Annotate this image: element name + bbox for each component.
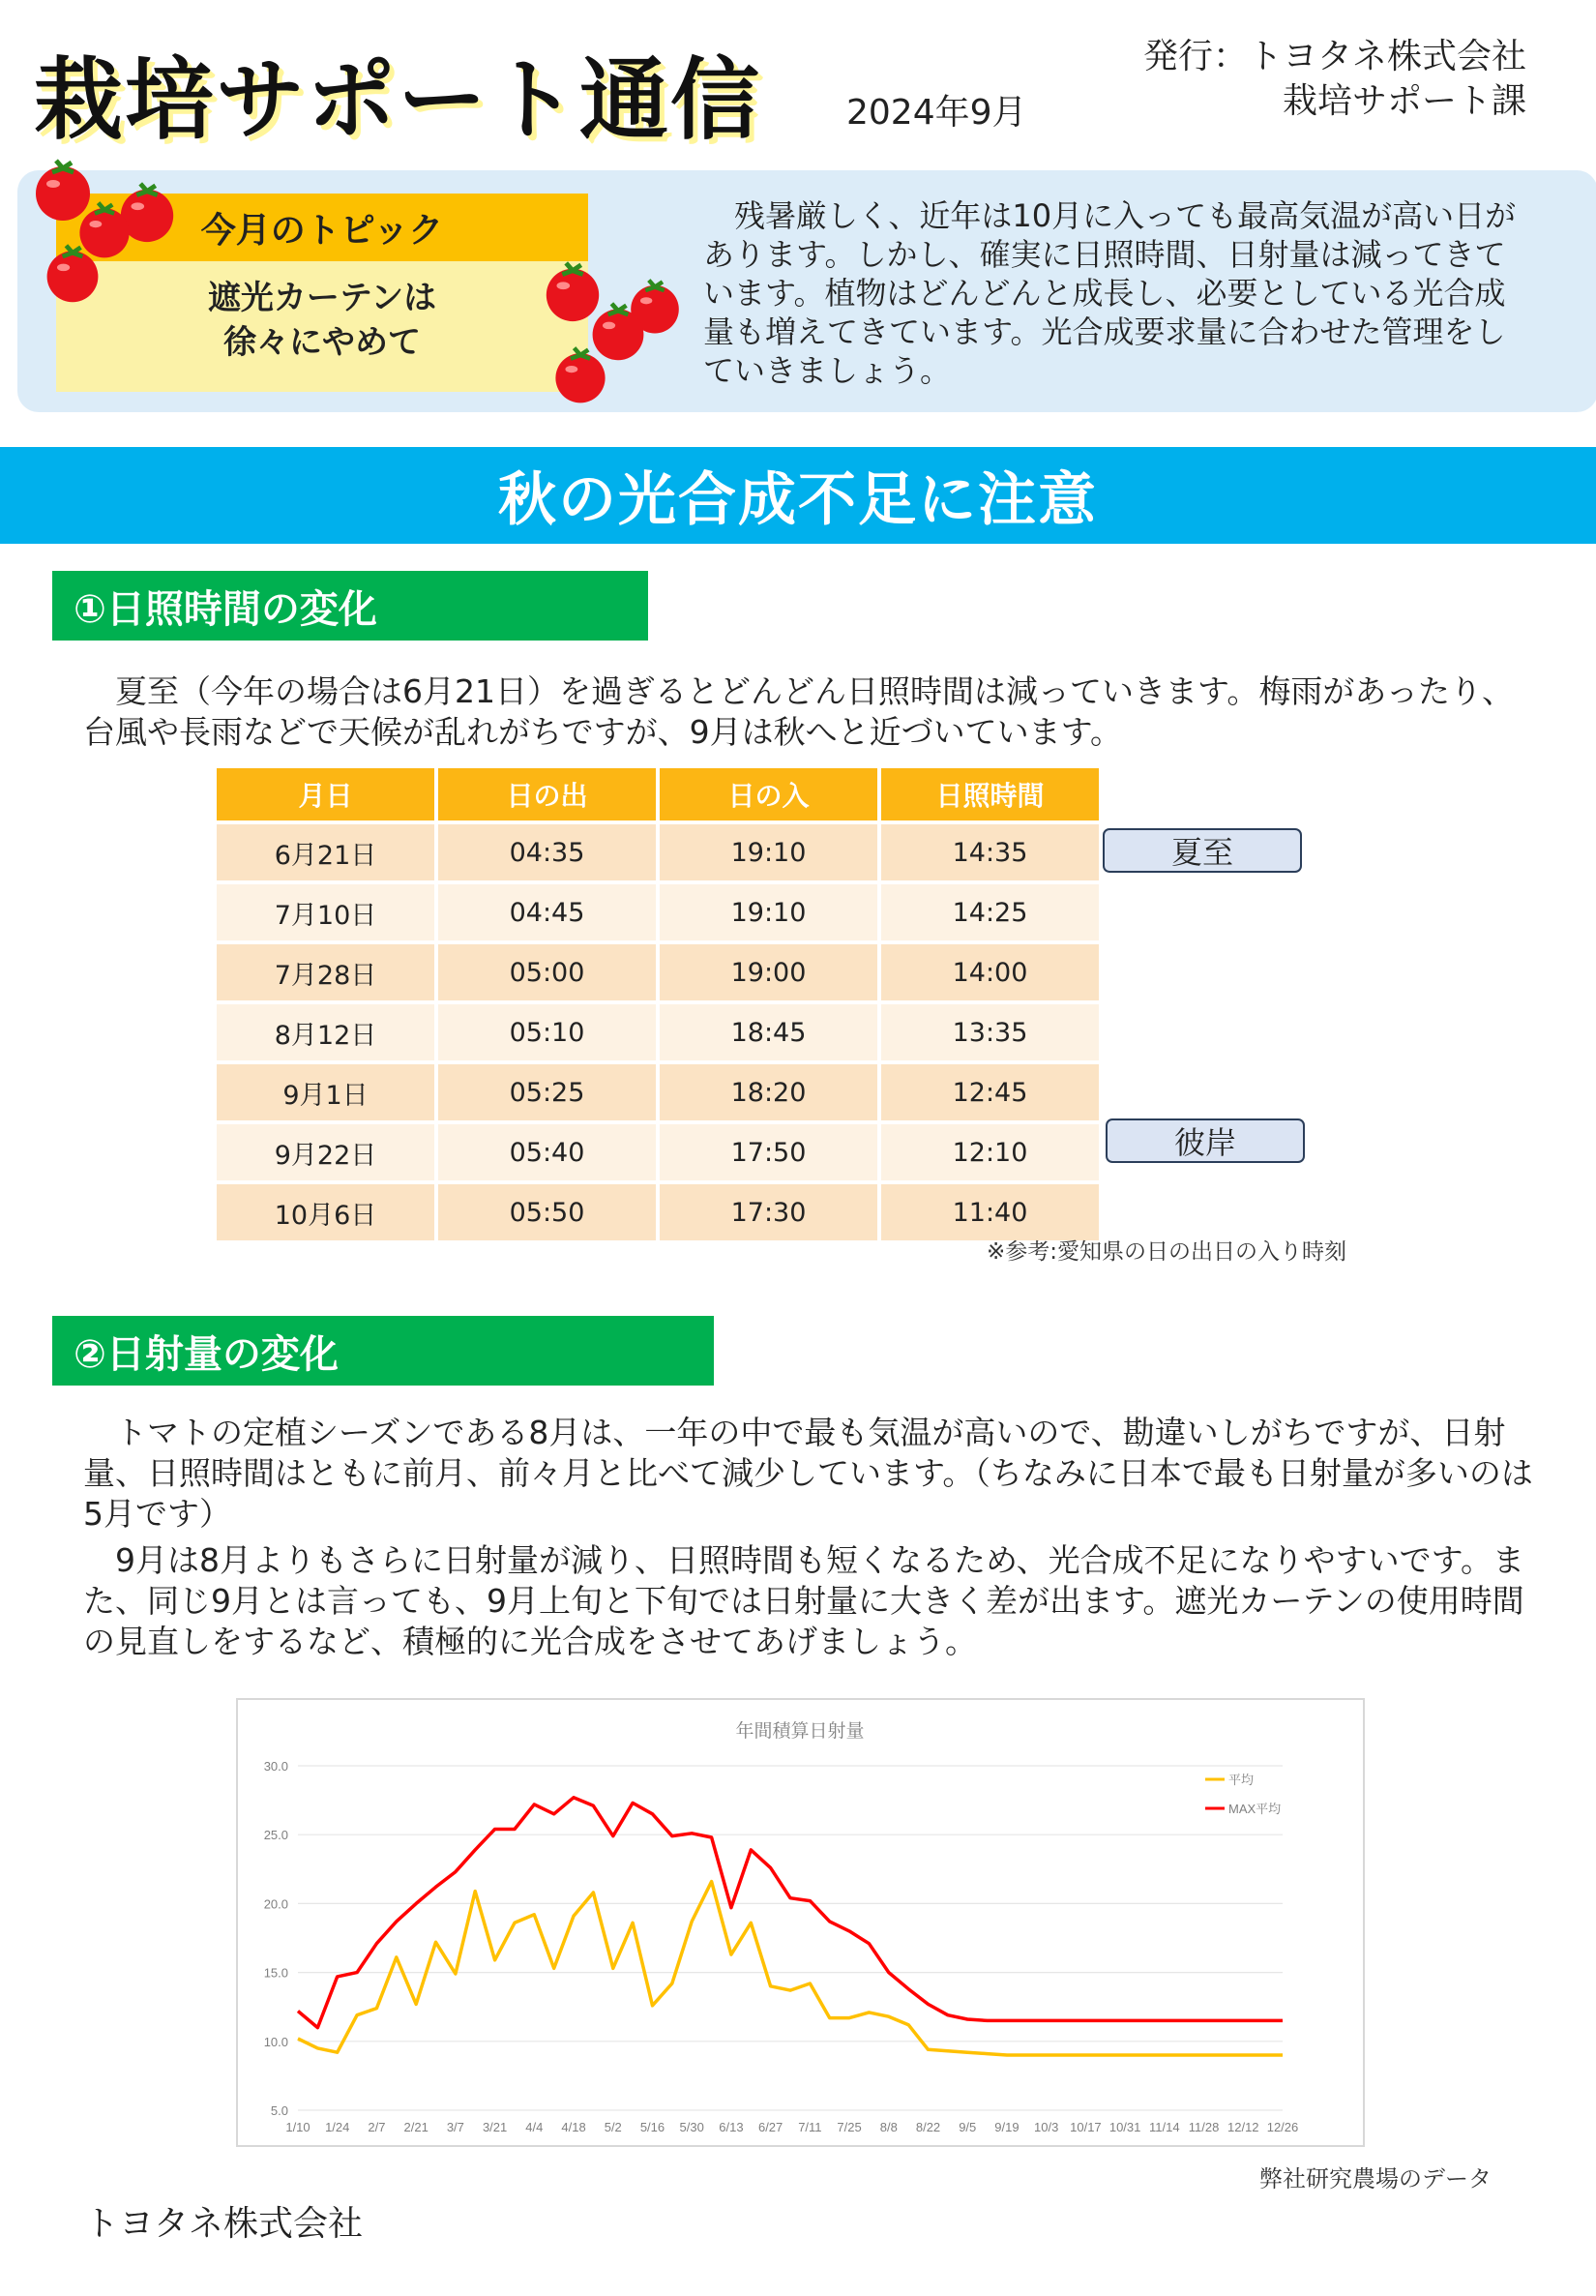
cell-daylight: 13:35: [881, 1004, 1099, 1060]
x-tick-label: 10/31: [1108, 2120, 1141, 2134]
x-tick-label: 6/27: [757, 2120, 783, 2134]
summer-solstice-tag: 夏至: [1103, 828, 1302, 873]
y-tick-label: 15.0: [263, 1965, 288, 1981]
y-tick-label: 30.0: [263, 1759, 288, 1774]
cell-sunrise: 04:45: [438, 884, 656, 940]
cell-date: 7月10日: [217, 884, 434, 940]
cell-daylight: 12:10: [881, 1124, 1099, 1180]
chart-title: 年間積算日射量: [735, 1721, 865, 1742]
cell-sunset: 18:45: [660, 1004, 877, 1060]
section1-text: 夏至（今年の場合は6月21日）を過ぎるとどんどん日照時間は減っていきます。梅雨があったり、台風や長雨などで天候が乱れがちですが、9月は秋へと近づいています。: [83, 672, 1515, 751]
topic-subtitle-line2: 徐々にやめて: [223, 323, 421, 362]
topic-subtitle-line1: 遮光カーテンは: [207, 279, 437, 317]
x-tick-label: 11/14: [1149, 2120, 1180, 2134]
chart-series: [298, 1798, 1283, 2055]
section2-heading: ②日射量の変化: [52, 1316, 714, 1386]
cell-sunrise: 05:40: [438, 1124, 656, 1180]
cell-sunrise: 05:00: [438, 944, 656, 1000]
cell-date: 10月6日: [217, 1184, 434, 1240]
cell-sunset: 19:10: [660, 884, 877, 940]
cell-sunset: 18:20: [660, 1064, 877, 1120]
cell-daylight: 11:40: [881, 1184, 1099, 1240]
x-tick-label: 7/11: [798, 2120, 822, 2134]
series-line-max-average: [298, 1798, 1283, 2028]
section2-text1: トマトの定植シーズンである8月は、一年の中で最も気温が高いので、勘違いしがちですが、日射量、日照時間はともに前月、前々月と比べて減少しています。（ちなみに日本で最も日射量が多いのは5月です）: [83, 1414, 1533, 1533]
x-tick-label: 5/2: [604, 2120, 622, 2134]
x-tick-label: 4/4: [525, 2120, 544, 2134]
publisher-dept: 栽培サポート課: [1282, 81, 1526, 121]
y-tick-label: 10.0: [263, 2034, 288, 2049]
cell-daylight: 14:25: [881, 884, 1099, 940]
x-tick-label: 8/8: [879, 2120, 898, 2134]
cell-sunrise: 05:10: [438, 1004, 656, 1060]
cell-date: 8月12日: [217, 1004, 434, 1060]
topic-heading: 今月のトピック: [56, 194, 588, 261]
x-tick-label: 4/18: [561, 2120, 586, 2134]
cell-daylight: 14:35: [881, 824, 1099, 880]
issue-date: 2024年9月: [846, 93, 1027, 133]
x-tick-label: 3/21: [482, 2120, 508, 2134]
equinox-tag: 彼岸: [1106, 1118, 1305, 1163]
x-tick-label: 7/25: [837, 2120, 862, 2134]
cell-daylight: 14:00: [881, 944, 1099, 1000]
section2-text2: 9月は8月よりもさらに日射量が減り、日照時間も短くなるため、光合成不足になりやすいです。また、同じ9月とは言っても、9月上旬と下旬では日射量に大きく差が出ます。遮光カーテンの使用時間の見直しをするなど、積極的に光合成をさせてあげましょう。: [83, 1541, 1525, 1660]
x-tick-label: 10/17: [1070, 2120, 1102, 2134]
cell-date: 9月22日: [217, 1124, 434, 1180]
cell-date: 7月28日: [217, 944, 434, 1000]
series-line-average: [298, 1882, 1283, 2055]
topic-subtitle: [56, 276, 588, 365]
y-tick-label: 5.0: [270, 2103, 288, 2118]
col-header-sunset: 日の入: [660, 768, 877, 820]
col-header-date: 月日: [217, 768, 434, 820]
chart-legend: [1205, 1773, 1281, 1816]
x-tick-label: 2/7: [368, 2120, 386, 2134]
section1-heading: ①日照時間の変化: [52, 571, 648, 641]
x-tick-label: 6/13: [719, 2120, 744, 2134]
chart-y-axis: [264, 1759, 288, 2118]
chart-x-axis: [285, 2120, 1298, 2134]
col-header-daylight: 日照時間: [881, 768, 1099, 820]
cell-sunrise: 04:35: [438, 824, 656, 880]
sunrise-table: [213, 764, 1103, 1244]
x-tick-label: 3/7: [446, 2120, 464, 2134]
x-tick-label: 12/26: [1266, 2120, 1299, 2134]
table-row: [217, 1184, 1099, 1240]
cell-sunset: 17:30: [660, 1184, 877, 1240]
x-tick-label: 8/22: [915, 2120, 941, 2134]
radiation-line-chart: [238, 1700, 1363, 2145]
table-header-row: [217, 768, 1099, 820]
newsletter-title: 栽培サポート通信: [34, 48, 762, 152]
cell-sunrise: 05:25: [438, 1064, 656, 1120]
x-tick-label: 5/16: [639, 2120, 665, 2134]
legend-label: 平均: [1228, 1773, 1255, 1787]
x-tick-label: 1/10: [285, 2120, 310, 2134]
cell-daylight: 12:45: [881, 1064, 1099, 1120]
publisher-name: 発行：トヨタネ株式会社: [1142, 37, 1526, 76]
main-banner: 秋の光合成不足に注意: [0, 447, 1596, 544]
y-tick-label: 20.0: [263, 1896, 288, 1912]
chart-container: [236, 1698, 1365, 2147]
x-tick-label: 11/28: [1188, 2120, 1220, 2134]
table-row: [217, 884, 1099, 940]
x-tick-label: 10/3: [1034, 2120, 1059, 2134]
x-tick-label: 1/24: [325, 2120, 350, 2134]
table-row: [217, 1004, 1099, 1060]
table-row: [217, 1124, 1099, 1180]
table-row: [217, 944, 1099, 1000]
cell-date: 9月1日: [217, 1064, 434, 1120]
cell-sunset: 19:10: [660, 824, 877, 880]
cell-sunset: 17:50: [660, 1124, 877, 1180]
table-source-note: ※参考:愛知県の日の出日の入り時刻: [986, 1239, 1346, 1265]
col-header-sunrise: 日の出: [438, 768, 656, 820]
legend-label: MAX平均: [1228, 1802, 1282, 1816]
publisher: [1143, 35, 1526, 124]
x-tick-label: 12/12: [1227, 2120, 1259, 2134]
chart-grid: [298, 1766, 1283, 2110]
x-tick-label: 9/19: [994, 2120, 1020, 2134]
table-row: [217, 1064, 1099, 1120]
cell-sunrise: 05:50: [438, 1184, 656, 1240]
tomato-icon: [41, 242, 104, 306]
cell-date: 6月21日: [217, 824, 434, 880]
x-tick-label: 9/5: [959, 2120, 977, 2134]
x-tick-label: 2/21: [403, 2120, 429, 2134]
footer-company: トヨタネ株式会社: [84, 2204, 364, 2244]
y-tick-label: 25.0: [263, 1828, 288, 1843]
chart-source-note: 弊社研究農場のデータ: [1259, 2165, 1492, 2192]
cell-sunset: 19:00: [660, 944, 877, 1000]
table-row: [217, 824, 1099, 880]
x-tick-label: 5/30: [679, 2120, 704, 2134]
topic-text: 残暑厳しく、近年は10月に入っても最高気温が高い日があります。しかし、確実に日照時間、日射量は減ってきています。植物はどんどんと成長し、必要としている光合成量も増えてきています。光合成要求量に合わせた管理をしていきましょう。: [703, 197, 1517, 389]
tomato-icon: [549, 344, 611, 406]
